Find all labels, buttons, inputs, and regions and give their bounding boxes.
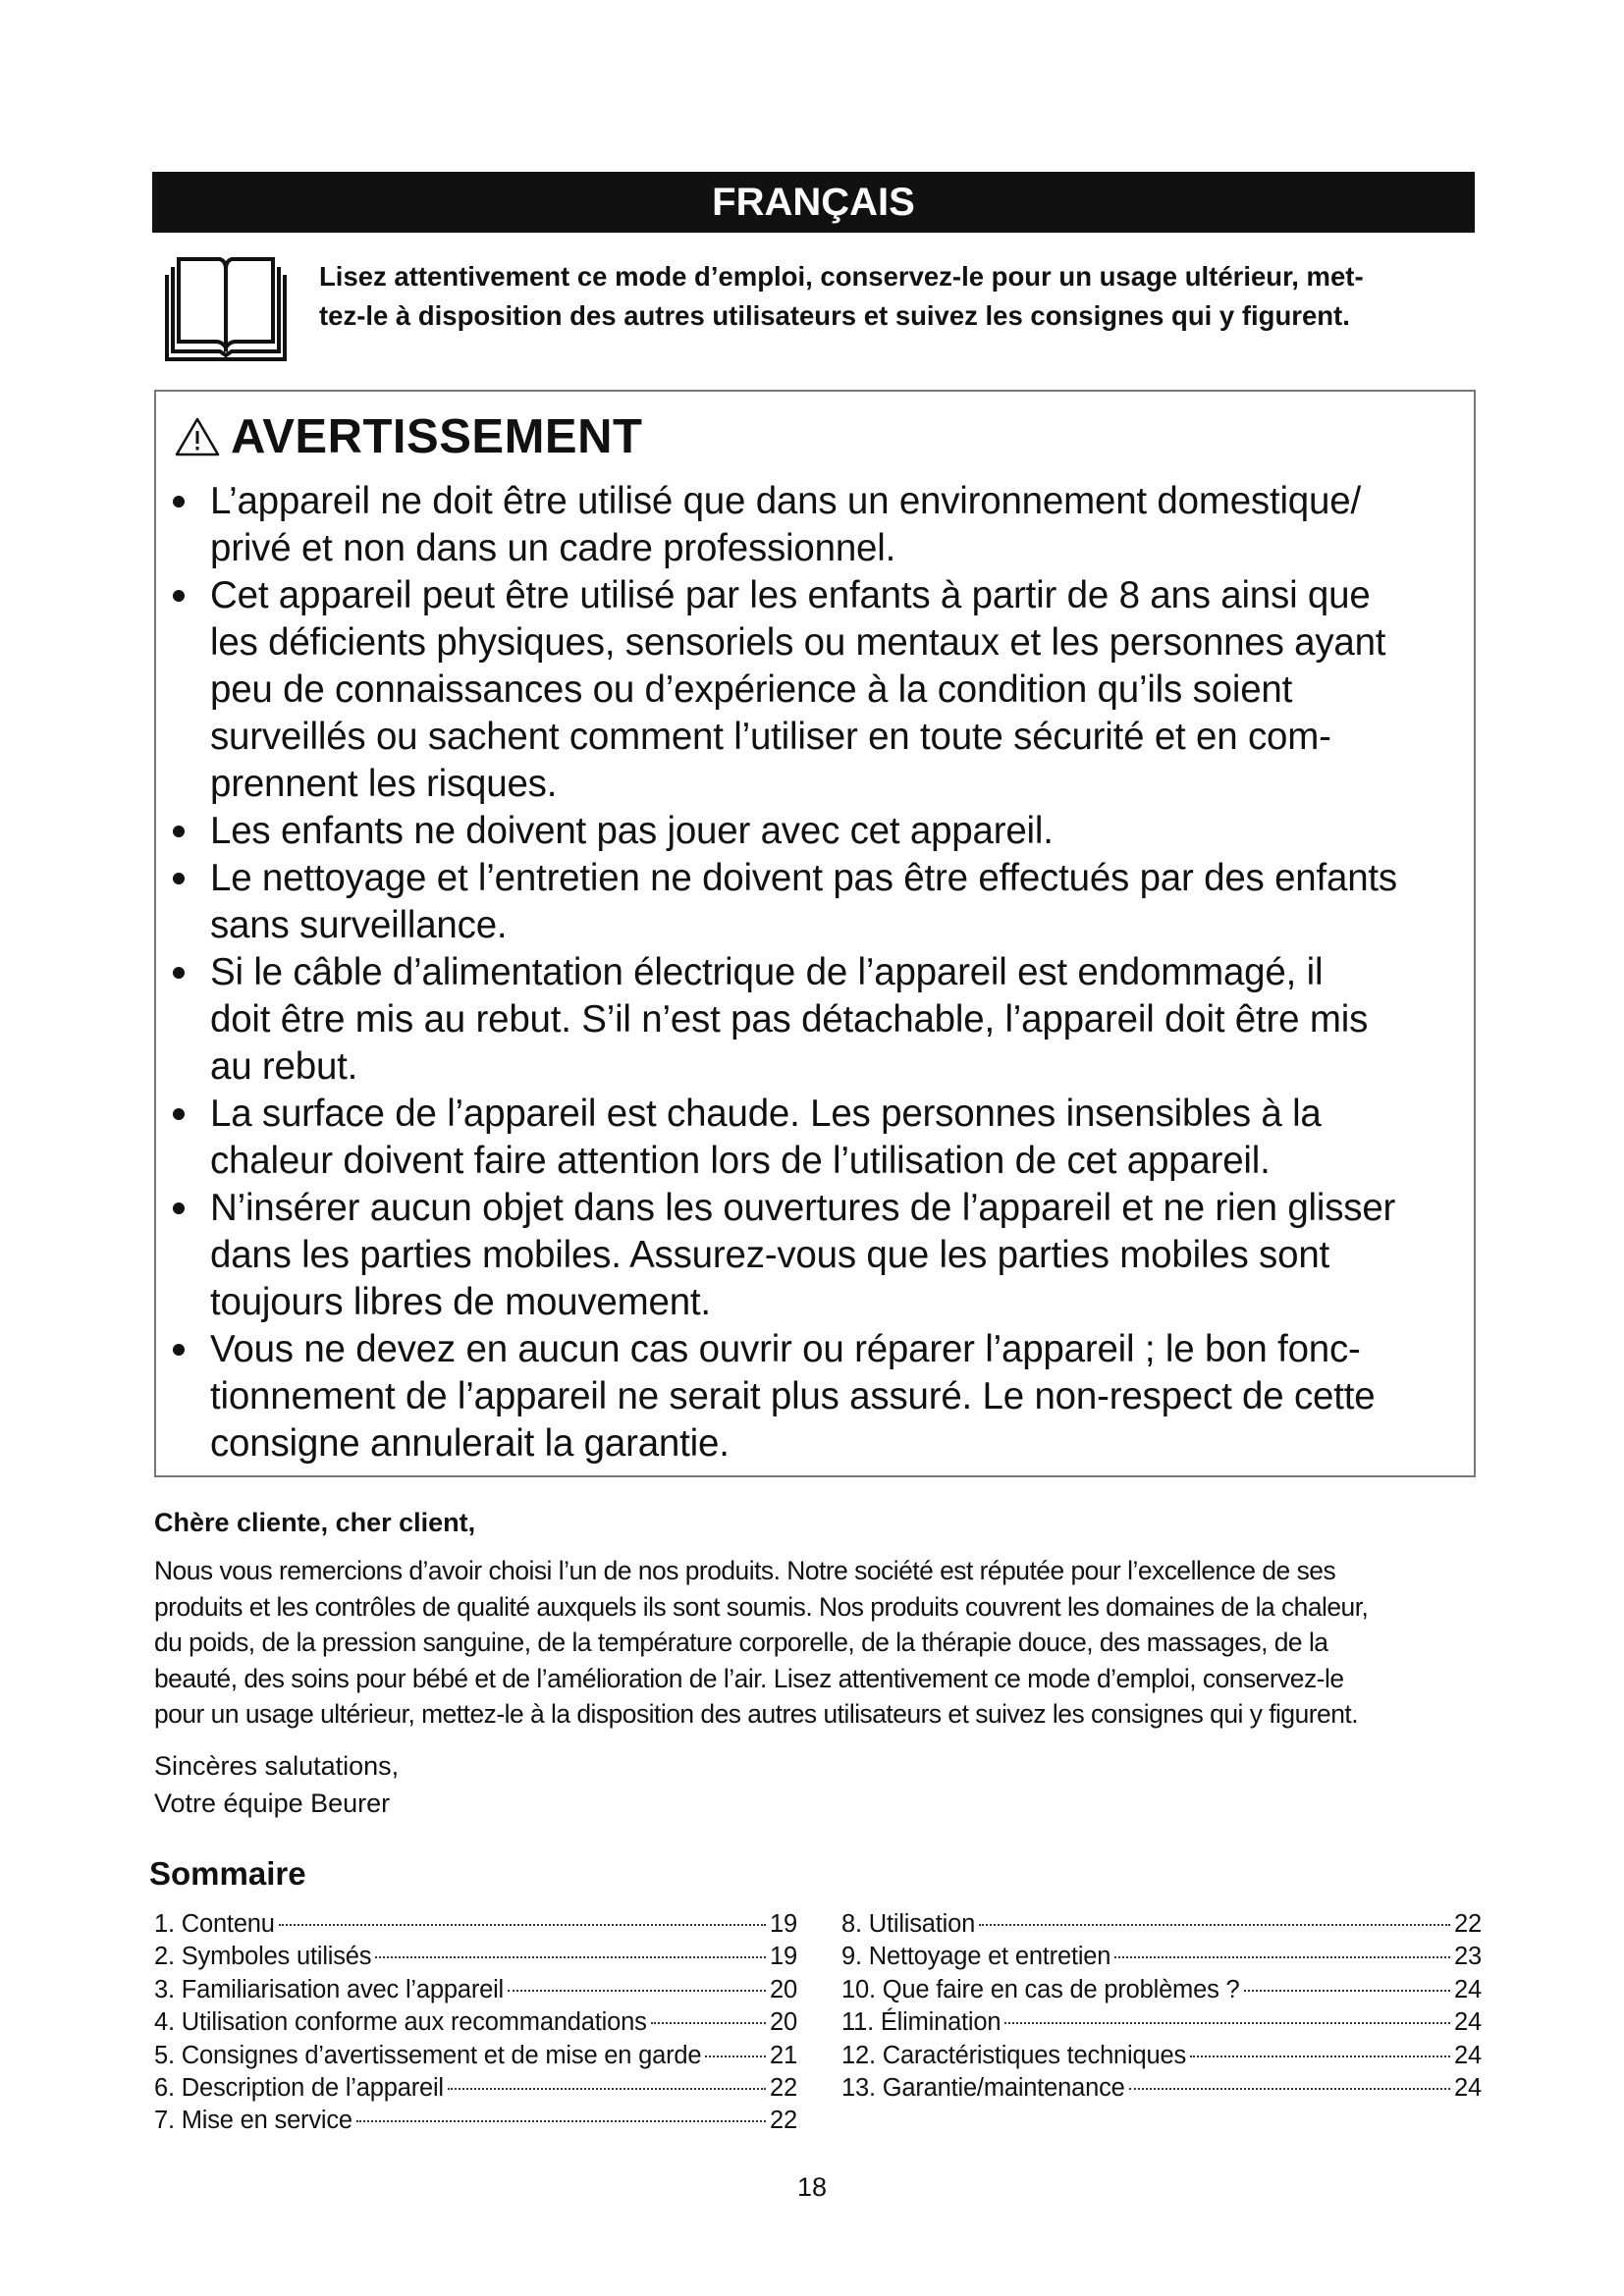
bullet-icon [173, 1344, 185, 1356]
warning-line: L’appareil ne doit être utilisé que dans un environnement domestique/ [210, 480, 1361, 522]
toc-entry[interactable] [154, 2072, 797, 2105]
toc-label: 2. Symboles utilisés [154, 1943, 372, 1971]
warning-line: surveillés ou sachent comment l’utiliser en toute sécurité et en com- [210, 716, 1331, 758]
toc-label: 5. Consignes d’avertissement et de mise en garde [154, 2041, 702, 2069]
toc-heading: Sommaire [149, 1855, 306, 1892]
warning-line: Le nettoyage et l’entretien ne doivent pas être effectués par des enfants [210, 857, 1397, 899]
warning-item [169, 572, 1475, 808]
toc-page: 24 [1454, 2041, 1482, 2069]
toc-page: 24 [1454, 2008, 1482, 2037]
toc-label: 1. Contenu [154, 1910, 275, 1938]
warning-item [169, 1326, 1475, 1468]
warning-item [169, 808, 1475, 855]
bullet-icon [173, 1108, 185, 1120]
toc-entry[interactable] [154, 2105, 797, 2137]
toc-label: 10. Que faire en cas de problèmes ? [841, 1975, 1240, 2003]
toc-page: 22 [770, 2107, 797, 2135]
warning-title: AVERTISSEMENT [231, 410, 643, 463]
toc-page: 21 [770, 2041, 797, 2069]
warning-line: sans surveillance. [210, 904, 508, 946]
warning-line: Cet appareil peut être utilisé par les enfants à partir de 8 ans ainsi que [210, 574, 1371, 616]
toc-leader [1244, 1990, 1451, 1992]
bullet-icon [173, 826, 185, 837]
toc-leader [979, 1924, 1450, 1926]
warning-item [169, 949, 1475, 1091]
toc-entry[interactable] [841, 1941, 1482, 1973]
toc-entry[interactable] [841, 2006, 1482, 2039]
page-number: 18 [796, 2172, 828, 2202]
warning-item [169, 855, 1475, 949]
intro-line: tez-le à disposition des autres utilisateurs et suivez les consignes qui y figurent. [319, 300, 1350, 331]
toc-left-column [154, 1908, 797, 2138]
thanks-line: Nous vous remercions d’avoir choisi l’un de nos produits. Notre société est réputée pour l’excellence de ses [154, 1556, 1336, 1585]
toc-leader [508, 1990, 766, 1992]
closing-signature: Votre équipe Beurer [154, 1789, 391, 1818]
warning-line: tionnement de l’appareil ne serait plus assuré. Le non-respect de cette [210, 1375, 1376, 1417]
toc-entry[interactable] [841, 1974, 1482, 2006]
toc-entry[interactable] [154, 1908, 797, 1941]
warning-line: consigne annulerait la garantie. [210, 1422, 730, 1465]
toc-leader [279, 1924, 766, 1926]
toc-leader [448, 2088, 766, 2090]
warning-line: doit être mis au rebut. S’il n’est pas détachable, l’appareil doit être mis [210, 998, 1369, 1041]
intro-line: Lisez attentivement ce mode d’emploi, conservez-le pour un usage ultérieur, met- [319, 261, 1364, 292]
bullet-icon [173, 590, 185, 602]
warning-item [169, 1185, 1475, 1326]
warning-line: privé et non dans un cadre professionnel. [210, 527, 896, 569]
toc-label: 6. Description de l’appareil [154, 2074, 444, 2103]
greeting: Chère cliente, cher client, [154, 1508, 476, 1537]
warning-line: chaleur doivent faire attention lors de l’utilisation de cet appareil. [210, 1140, 1271, 1182]
toc-leader [356, 2120, 766, 2122]
toc-page: 19 [770, 1910, 797, 1938]
toc-leader [375, 1956, 766, 1958]
warning-line: La surface de l’appareil est chaude. Les personnes insensibles à la [210, 1093, 1322, 1135]
warning-line: les déficients physiques, sensoriels ou mentaux et les personnes ayant [210, 621, 1386, 664]
warning-list [169, 478, 1475, 1468]
toc-label: 9. Nettoyage et entretien [841, 1943, 1111, 1971]
closing [154, 1747, 399, 1822]
language-header: FRANÇAIS [152, 172, 1475, 233]
closing-line: Sincères salutations, [154, 1751, 400, 1781]
warning-line: Vous ne devez en aucun cas ouvrir ou réparer l’appareil ; le bon fonc- [210, 1328, 1361, 1370]
toc-entry[interactable] [154, 2040, 797, 2072]
thanks-paragraph [154, 1553, 1489, 1733]
warning-line: toujours libres de mouvement. [210, 1281, 711, 1323]
toc-leader [705, 2056, 766, 2057]
toc-page: 23 [1454, 1943, 1482, 1971]
toc-entry[interactable] [154, 2006, 797, 2039]
toc-entry[interactable] [841, 2072, 1482, 2105]
toc-label: 8. Utilisation [841, 1910, 976, 1938]
toc-page: 20 [770, 2008, 797, 2037]
warning-line: N’insérer aucun objet dans les ouvertures de l’appareil et ne rien glisser [210, 1187, 1396, 1229]
thanks-line: pour un usage ultérieur, mettez-le à la disposition des autres utilisateurs et suivez les consignes qui y figurent. [154, 1699, 1359, 1729]
warning-line: au rebut. [210, 1045, 358, 1088]
toc-entry[interactable] [154, 1974, 797, 2006]
toc-leader [1190, 2056, 1450, 2057]
bullet-icon [173, 967, 185, 979]
toc-page: 24 [1454, 2074, 1482, 2103]
toc-page: 19 [770, 1943, 797, 1971]
toc-entry[interactable] [841, 1908, 1482, 1941]
warning-item [169, 478, 1475, 572]
warning-line: Les enfants ne doivent pas jouer avec cet appareil. [210, 810, 1054, 852]
toc-leader [1114, 1956, 1450, 1958]
toc-page: 20 [770, 1975, 797, 2003]
toc-entry[interactable] [841, 2040, 1482, 2072]
toc-page: 22 [770, 2074, 797, 2103]
toc-leader [1004, 2022, 1450, 2024]
warning-line: peu de connaissances ou d’expérience à la condition qu’ils soient [210, 668, 1293, 711]
bullet-icon [173, 1202, 185, 1214]
toc-page: 22 [1454, 1910, 1482, 1938]
warning-line: Si le câble d’alimentation électrique de l’appareil est endommagé, il [210, 951, 1324, 993]
warning-heading [174, 405, 642, 468]
toc-page: 24 [1454, 1975, 1482, 2003]
toc-label: 11. Élimination [841, 2008, 1001, 2037]
toc-label: 12. Caractéristiques techniques [841, 2041, 1186, 2069]
intro-text [319, 257, 1478, 336]
toc-label: 3. Familiarisation avec l’appareil [154, 1975, 505, 2003]
toc-label: 4. Utilisation conforme aux recommandations [154, 2008, 647, 2037]
bullet-icon [173, 496, 185, 507]
thanks-line: du poids, de la pression sanguine, de la température corporelle, de la thérapie douce, des massages, de la [154, 1628, 1328, 1657]
toc-leader [651, 2022, 766, 2024]
toc-leader [1129, 2088, 1450, 2090]
thanks-line: produits et les contrôles de qualité auxquels ils sont soumis. Nos produits couvrent les domaines de la chaleur, [154, 1591, 1369, 1622]
warning-box [154, 390, 1476, 1477]
toc-label: 7. Mise en service [154, 2107, 352, 2135]
toc-entry[interactable] [154, 1941, 797, 1973]
book-icon [161, 253, 291, 366]
warning-line: prennent les risques. [210, 763, 558, 805]
bullet-icon [173, 873, 185, 884]
toc-right-column [841, 1908, 1482, 2105]
warning-line: dans les parties mobiles. Assurez-vous que les parties mobiles sont [210, 1234, 1330, 1276]
toc-label: 13. Garantie/maintenance [841, 2074, 1125, 2103]
warning-item [169, 1091, 1475, 1185]
thanks-line: beauté, des soins pour bébé et de l’amélioration de l’air. Lisez attentivement ce mode d’emploi, conservez-le [154, 1663, 1344, 1693]
warning-triangle-icon [174, 416, 221, 457]
